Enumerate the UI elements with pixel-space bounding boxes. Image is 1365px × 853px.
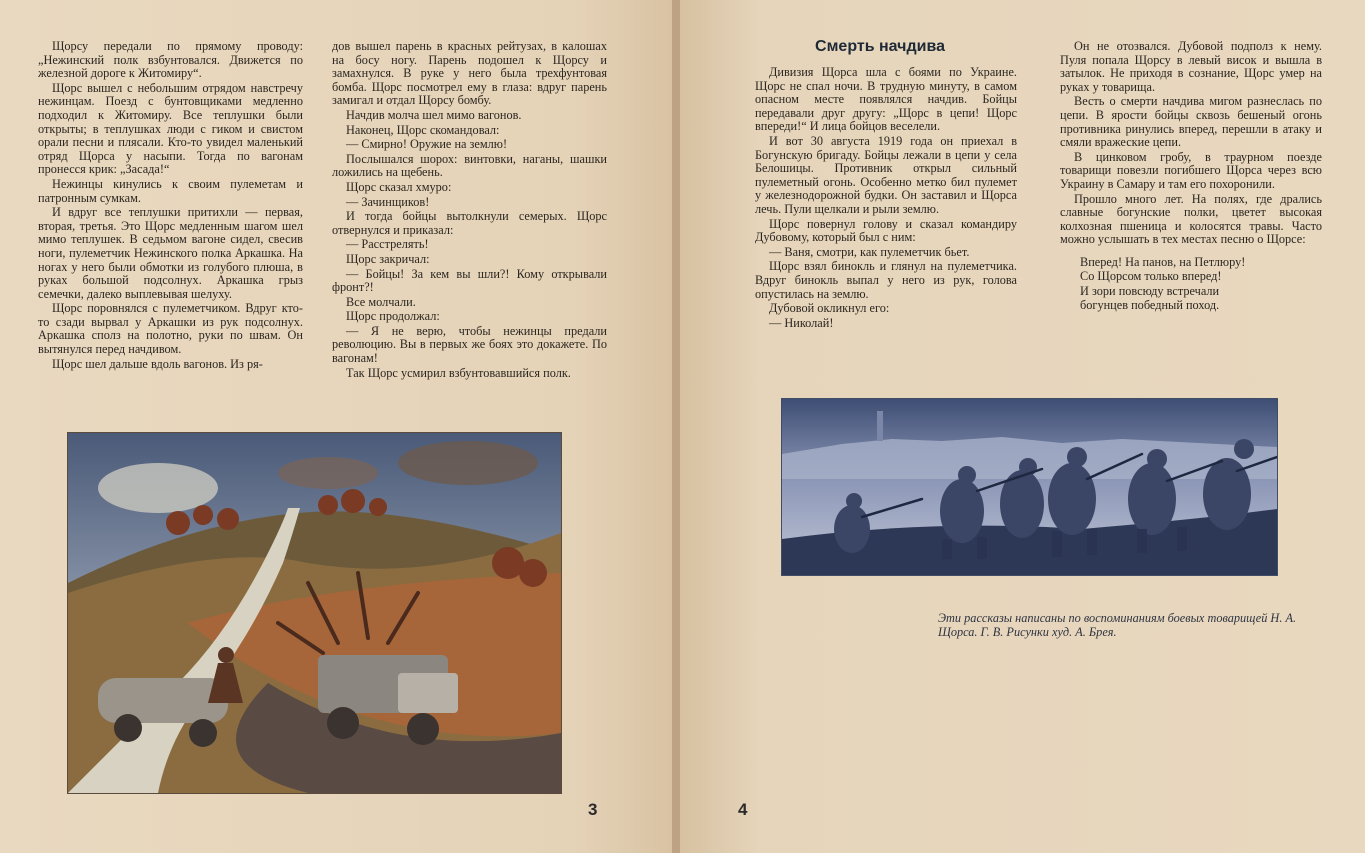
paragraph: Так Щорс усмирил взбунтовавшийся полк. (346, 365, 571, 380)
illustration-caption: Эти рассказы написаны по воспоминаниям боевых товарищей Н. А. Щорса. Г. В. Рисунки худ. А. Брея. (938, 611, 1297, 639)
paragraph: — Зачинщиков! (346, 194, 430, 209)
illustration-truck-scene (67, 432, 562, 794)
paragraph: И вот 30 августа 1919 года он приехал в Богунскую бригаду. Бойцы лежали в цепи у села Белошицы. Противник открыл сильный пулеметный огонь. Особенно метко бил пулемет у железнодорожной будки. Он заставил и Щорса лечь. Пули щелкали и рыли землю. (755, 133, 1017, 216)
paragraph: — Бойцы! За кем вы шли?! Кому открывали фронт?! (332, 266, 607, 295)
paragraph: Щорс поровнялся с пулеметчиком. Вдруг кто-то сзади вырвал у Аркашки из рук подсолнух. Аркашка сполз на полотно, руки по швам. Он вытянулся перед начдивом. (38, 301, 303, 357)
paragraph: Послышался шорох: винтовки, наганы, шашки ложились на щебень. (332, 151, 607, 180)
paragraph: Щорс шел дальше вдоль вагонов. Из ря- (52, 356, 263, 371)
verse-line: Со Щорсом только вперед! (1080, 269, 1222, 284)
verse-line: И зори повсюду встречали (1080, 283, 1220, 298)
paragraph: — Николай! (769, 315, 834, 330)
illustration-soldiers-charge (781, 398, 1278, 576)
page-number-left: 3 (588, 800, 598, 819)
paragraph: Щорс сказал хмуро: (346, 179, 452, 194)
paragraph: И тогда бойцы вытолкнули семерых. Щорс отвернулся и приказал: (332, 209, 607, 237)
paragraph: Щорс взял бинокль и глянул на пулеметчика. Вдруг бинокль выпал у него из рук, голова опустилась на землю. (755, 259, 1017, 301)
verse-line: Вперед! На панов, на Петлюру! (1080, 254, 1246, 269)
page-number-right: 4 (738, 800, 748, 819)
paragraph: Дивизия Щорса шла с боями по Украине. Щорс не спал ночи. В трудную минуту, в самом опасном месте появлялся начдив. Бойцы передавали друг другу: „Щорс в цепи! Щорс впереди!“ И лица бойцов веселели. (755, 65, 1017, 134)
paragraph: И вдруг все теплушки притихли — первая, вторая, третья. Это Щорс медленным шагом шел мимо теплушек. В седьмом вагоне сидел, свесив ноги, пулеметчик Нежинского полка Аркашка. На ногах у него были обмотки из голубого плюша, в руках большой подсолнух. Аркашка грыз семечки, далеко выплевывая шелуху. (38, 205, 303, 301)
paragraph: Начдив молча шел мимо вагонов. (346, 107, 522, 122)
paragraph: В цинковом гробу, в траурном поезде товарищи повезли погибшего Щорса через всю Украину в Самару и там его похоронили. (1060, 149, 1322, 191)
verse-line: богунцев победный поход. (1080, 298, 1220, 313)
paragraph: — Ваня, смотри, как пулеметчик бьет. (769, 244, 970, 259)
paragraph: Щорс продолжал: (346, 309, 440, 324)
left-column-2 (332, 40, 607, 381)
paragraph: Щорс вышел с небольшим отрядом навстречу нежинцам. Поезд с бунтовщиками медленно подходил к Житомиру. Все теплушки были открыты; в теплушках люди с гиком и свистом орали песни и плясали. Кто-то увидел маленький отряд Щорса у насыпи. Тогда по вагонам пронесся крик: „Засада!“ (38, 80, 303, 177)
paragraph: Наконец, Щорс скомандовал: (346, 122, 500, 137)
left-column-1 (38, 40, 303, 372)
paragraph: Он не отозвался. Дубовой подполз к нему. Пуля попала Щорсу в левый висок и вышла в затылок. Не приходя в сознание, Щорс умер на руках у товарища. (1060, 39, 1322, 94)
right-column-2 (1060, 40, 1322, 313)
paragraph: — Смирно! Оружие на землю! (346, 137, 508, 152)
right-column-1 (755, 66, 1017, 331)
paragraph: Щорс закричал: (346, 251, 430, 266)
paragraph: — Расстрелять! (346, 237, 429, 252)
book-gutter (672, 0, 680, 853)
paragraph: Весть о смерти начдива мигом разнеслась по цепи. В ярости бойцы сквозь бешеный огонь противника ринулись вперед, перешли в атаку и смяли вражеские цепи. (1060, 94, 1322, 150)
paragraph: Щорсу передали по прямому проводу: „Нежинский полк взбунтовался. Движется по железной дороге к Житомиру“. (38, 39, 303, 81)
paragraph: Нежинцы кинулись к своим пулеметам и патронным сумкам. (38, 176, 303, 205)
story-title: Смерть начдива (815, 38, 945, 55)
paragraph: Дубовой окликнул его: (769, 301, 890, 316)
paragraph: Прошло много лет. На полях, где дрались славные богунские полки, цветет высокая колхозная пшеница и колосятся травы. Часто можно услышать в тех местах песню о Щорсе: (1060, 191, 1322, 247)
song-verse (1080, 255, 1322, 313)
paragraph: Все молчали. (346, 294, 416, 309)
paragraph: дов вышел парень в красных рейтузах, в калошах на босу ногу. Парень подошел к Щорсу и замахнулся. В руке у него была трехфунтовая бомба. Щорс посмотрел ему в глаза: вдруг парень замигал и отдал Щорсу бомбу. (332, 39, 607, 108)
paragraph: Щорс повернул голову и сказал командиру Дубовому, который был с ним: (755, 216, 1017, 245)
paragraph: — Я не верю, чтобы нежинцы предали революцию. Вы в первых же боях это докажете. По вагонам! (332, 323, 607, 366)
